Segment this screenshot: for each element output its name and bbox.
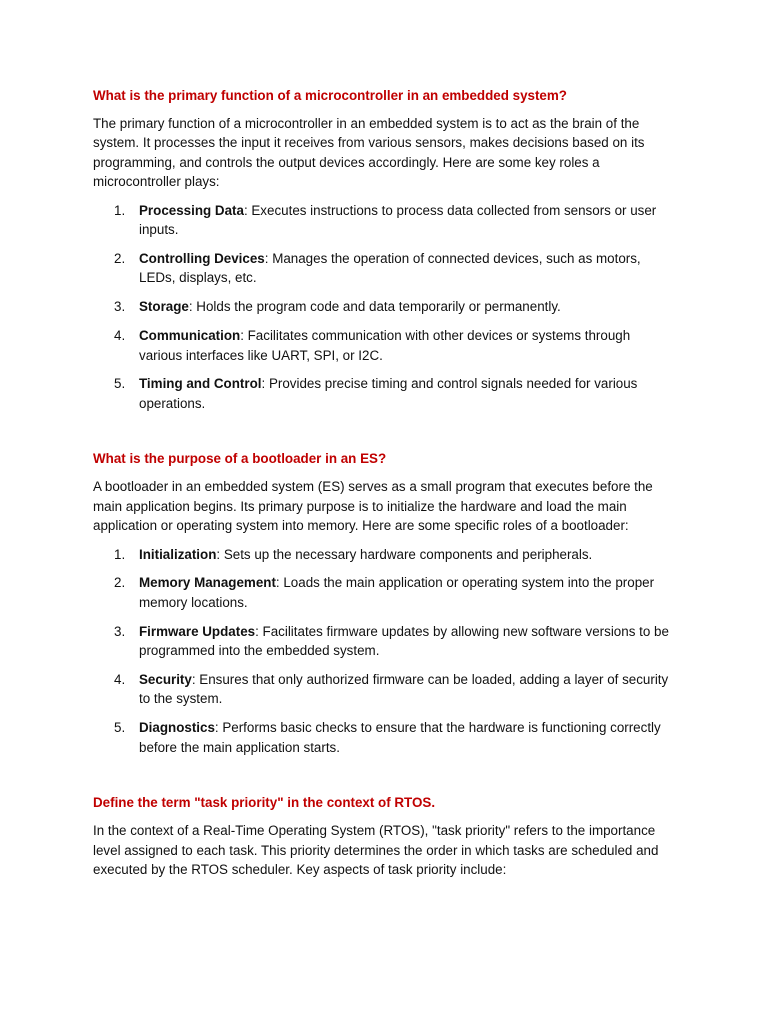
list-term: Memory Management	[139, 575, 276, 591]
list-desc: : Facilitates communication with other devices or systems through various interfaces like UART, SPI, or I2C.	[139, 328, 631, 363]
list-desc: : Executes instructions to process data collected from sensors or user inputs.	[139, 202, 657, 238]
list-number: 1.	[114, 202, 126, 218]
section-intro: In the context of a Real-Time Operating System (RTOS), "task priority" refers to the importance level assigned to each task. This priority determines the order in which tasks are scheduled and executed by the RTOS scheduler. Key aspects of task priority include:	[93, 823, 659, 877]
list-term: Processing Data	[139, 202, 244, 218]
list-term: Storage	[139, 299, 189, 315]
list-item	[93, 374, 674, 413]
section-heading: What is the purpose of a bootloader in an ES?	[93, 451, 387, 467]
list-desc: : Performs basic checks to ensure that the hardware is functioning correctly before the main application starts.	[139, 720, 661, 755]
roles-list	[93, 201, 674, 414]
section-heading: What is the primary function of a microcontroller in an embedded system?	[93, 88, 567, 103]
list-item	[93, 326, 674, 365]
list-item	[93, 249, 674, 288]
list-term: Controlling Devices	[139, 250, 265, 266]
list-term: Communication	[139, 328, 241, 344]
list-number: 3.	[114, 623, 126, 639]
list-item	[93, 670, 674, 709]
list-number: 4.	[114, 328, 126, 344]
section-heading: Define the term "task priority" in the context of RTOS.	[93, 795, 436, 811]
section-intro: A bootloader in an embedded system (ES) serves as a small program that executes before the main application begins. Its primary purpose is to initialize the hardware and load the main application or operating system into memory. Here are some specific roles of a bootloader:	[93, 479, 653, 534]
list-number: 5.	[114, 720, 126, 736]
list-desc: : Sets up the necessary hardware components and peripherals.	[216, 546, 593, 562]
list-item	[93, 718, 674, 757]
list-item	[93, 622, 674, 661]
list-number: 3.	[114, 299, 126, 315]
list-item	[93, 545, 674, 564]
list-desc: : Loads the main application or operating system into the proper memory locations.	[139, 575, 655, 610]
list-term: Initialization	[139, 546, 217, 562]
list-desc: : Provides precise timing and control signals needed for various operations.	[139, 376, 638, 411]
list-desc: : Facilitates firmware updates by allowing new software versions to be programmed into the embedded system.	[139, 623, 669, 659]
list-desc: : Holds the program code and data temporarily or permanently.	[188, 299, 561, 315]
list-number: 2.	[114, 250, 126, 266]
list-item	[93, 297, 674, 316]
list-number: 4.	[114, 672, 126, 688]
list-item	[93, 201, 674, 240]
section-intro: The primary function of a microcontroller in an embedded system is to act as the brain of the system. It processes the input it receives from various sensors, makes decisions based on its programming, and controls the output devices accordingly. Here are some key roles a microcontroller plays:	[93, 116, 645, 190]
section-bootloader	[93, 449, 674, 757]
list-desc: : Manages the operation of connected devices, such as motors, LEDs, displays, etc.	[139, 250, 641, 286]
list-term: Diagnostics	[139, 720, 215, 736]
list-term: Security	[139, 672, 192, 688]
roles-list	[93, 545, 674, 758]
list-number: 5.	[114, 376, 126, 392]
list-item	[93, 573, 674, 612]
list-desc: : Ensures that only authorized firmware can be loaded, adding a layer of security to the system.	[139, 672, 669, 707]
list-term: Firmware Updates	[139, 623, 256, 639]
section-microcontroller	[93, 86, 674, 413]
section-task-priority	[93, 793, 674, 879]
list-number: 1.	[114, 546, 126, 562]
list-number: 2.	[114, 575, 126, 591]
list-term: Timing and Control	[139, 376, 262, 392]
